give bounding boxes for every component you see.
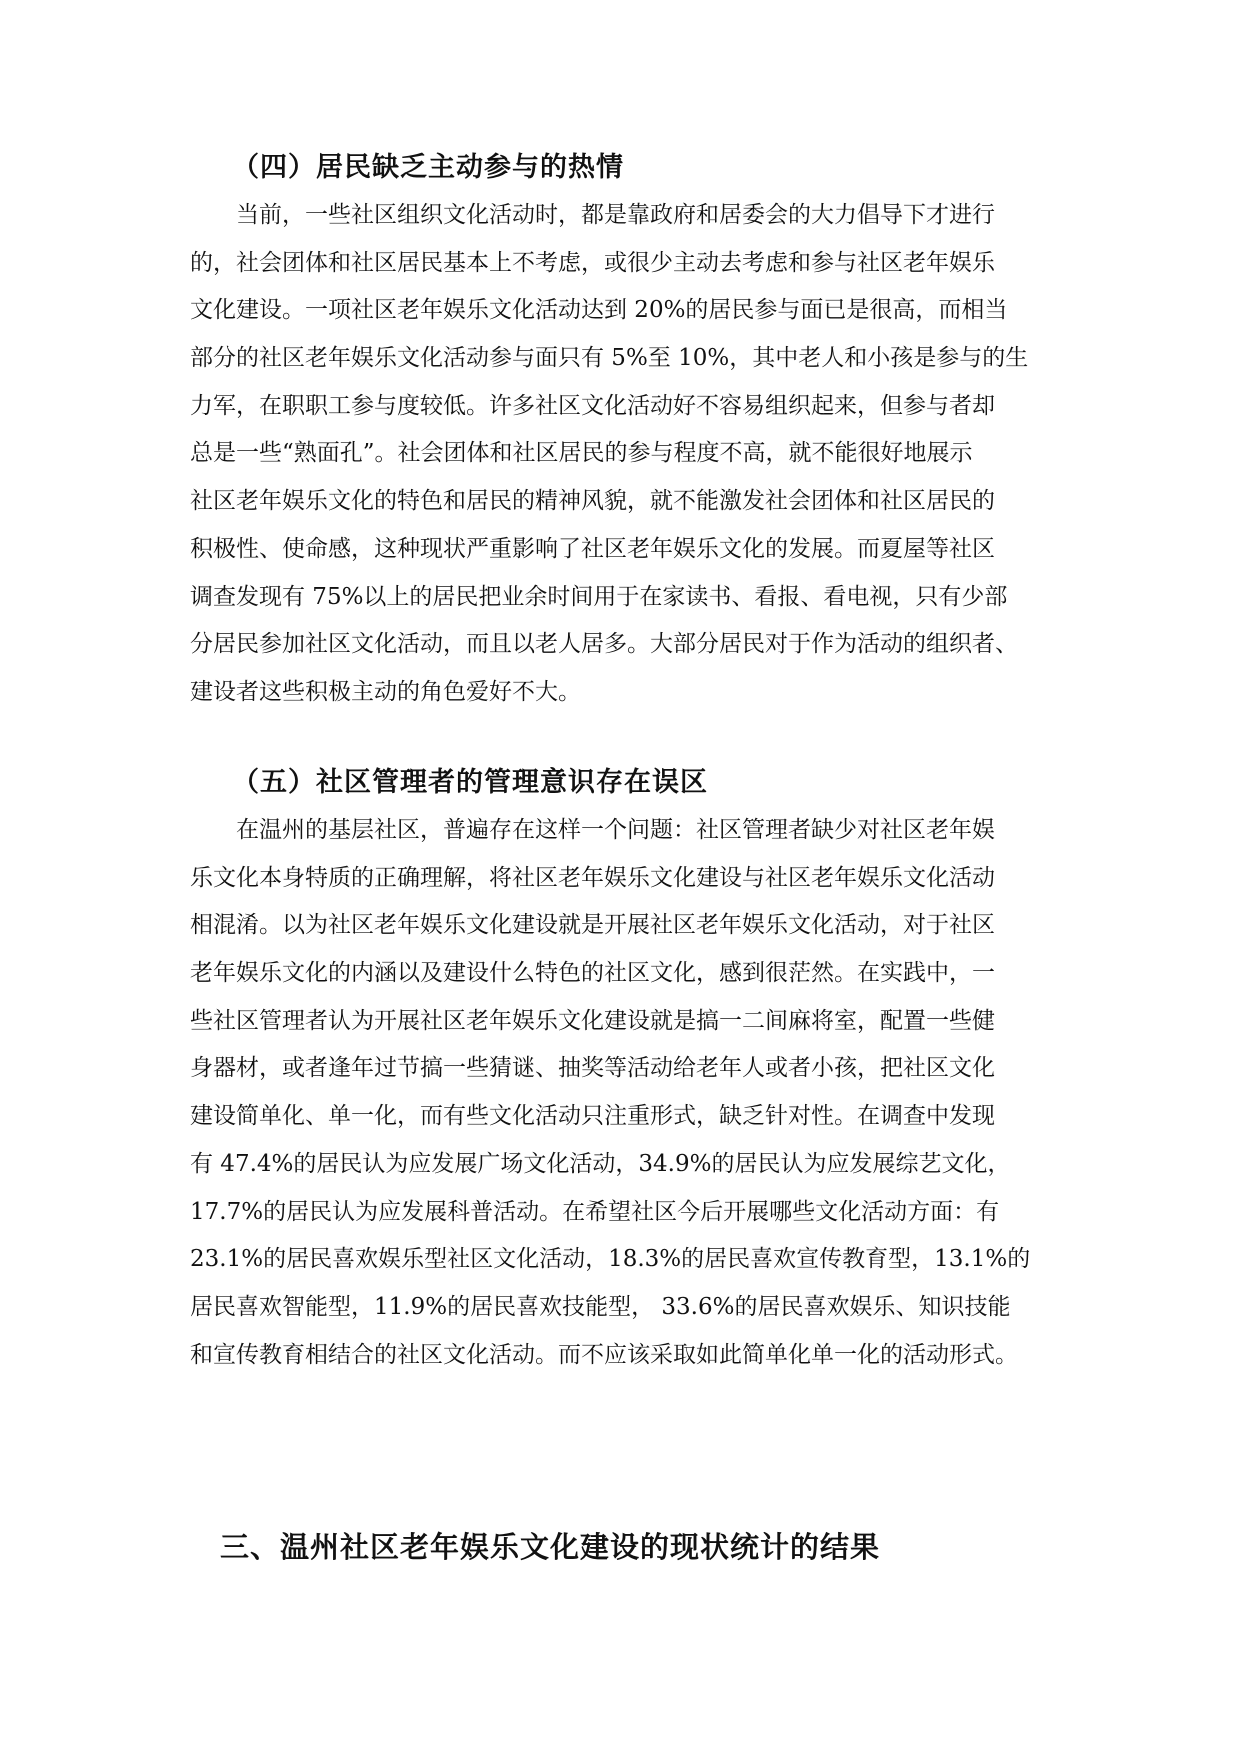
- section-4-paragraph: [190, 192, 1060, 717]
- paragraph-line: 和宣传教育相结合的社区文化活动。而不应该采取如此简单化单一化的活动形式。: [190, 1341, 1018, 1368]
- paragraph-line: 社区老年娱乐文化的特色和居民的精神风貌，就不能激发社会团体和社区居民的: [190, 488, 995, 515]
- paragraph-line: 力军，在职职工参与度较低。许多社区文化活动好不容易组织起来，但参与者却: [190, 392, 995, 419]
- section-5-heading: （五）社区管理者的管理意识存在误区: [232, 767, 708, 798]
- paragraph-line: 在温州的基层社区，普遍存在这样一个问题：社区管理者缺少对社区老年娱: [236, 817, 995, 843]
- paragraph-line: 老年娱乐文化的内涵以及建设什么特色的社区文化，感到很茫然。在实践中，一: [190, 960, 995, 987]
- paragraph-line: 23.1%的居民喜欢娱乐型社区文化活动，18.3%的居民喜欢宣传教育型，13.1%的: [190, 1246, 1031, 1273]
- paragraph-line: 文化建设。一项社区老年娱乐文化活动达到 20%的居民参与面已是很高，而相当: [190, 297, 1008, 324]
- paragraph-line: 有 47.4%的居民认为应发展广场文化活动，34.9%的居民认为应发展综艺文化，: [190, 1150, 1011, 1177]
- paragraph-line: 建设者这些积极主动的角色爱好不大。: [190, 678, 581, 705]
- paragraph-line: 建设简单化、单一化，而有些文化活动只注重形式，缺乏针对性。在调查中发现: [190, 1103, 995, 1130]
- paragraph-line: 的，社会团体和社区居民基本上不考虑，或很少主动去考虑和参与社区老年娱乐: [190, 249, 995, 276]
- paragraph-line: 居民喜欢智能型，11.9%的居民喜欢技能型， 33.6%的居民喜欢娱乐、知识技能: [190, 1293, 1011, 1320]
- paragraph-line: 17.7%的居民认为应发展科普活动。在希望社区今后开展哪些文化活动方面：有: [190, 1198, 1000, 1225]
- paragraph-line: 当前，一些社区组织文化活动时，都是靠政府和居委会的大力倡导下才进行: [236, 202, 995, 228]
- paragraph-line: 身器材，或者逢年过节搞一些猜谜、抽奖等活动给老年人或者小孩，把社区文化: [190, 1055, 995, 1082]
- paragraph-line: 积极性、使命感，这种现状严重影响了社区老年娱乐文化的发展。而夏屋等社区: [190, 535, 995, 562]
- section-4-heading: （四）居民缺乏主动参与的热情: [232, 152, 624, 183]
- paragraph-line: 总是一些“熟面孔”。社会团体和社区居民的参与程度不高，就不能很好地展示: [190, 440, 973, 467]
- paragraph-line: 分居民参加社区文化活动，而且以老人居多。大部分居民对于作为活动的组织者、: [190, 631, 1018, 658]
- paragraph-line: 调查发现有 75%以上的居民把业余时间用于在家读书、看报、看电视，只有少部: [190, 583, 1008, 610]
- paragraph-line: 些社区管理者认为开展社区老年娱乐文化建设就是搞一二间麻将室，配置一些健: [190, 1007, 995, 1034]
- chapter-3-heading: 三、温州社区老年娱乐文化建设的现状统计的结果: [220, 1530, 881, 1564]
- paragraph-line: 部分的社区老年娱乐文化活动参与面只有 5%至 10%，其中老人和小孩是参与的生: [190, 345, 1029, 372]
- paragraph-line: 相混淆。以为社区老年娱乐文化建设就是开展社区老年娱乐文化活动，对于社区: [190, 912, 995, 939]
- section-5-paragraph: [190, 807, 1060, 1379]
- paragraph-line: 乐文化本身特质的正确理解，将社区老年娱乐文化建设与社区老年娱乐文化活动: [190, 864, 995, 891]
